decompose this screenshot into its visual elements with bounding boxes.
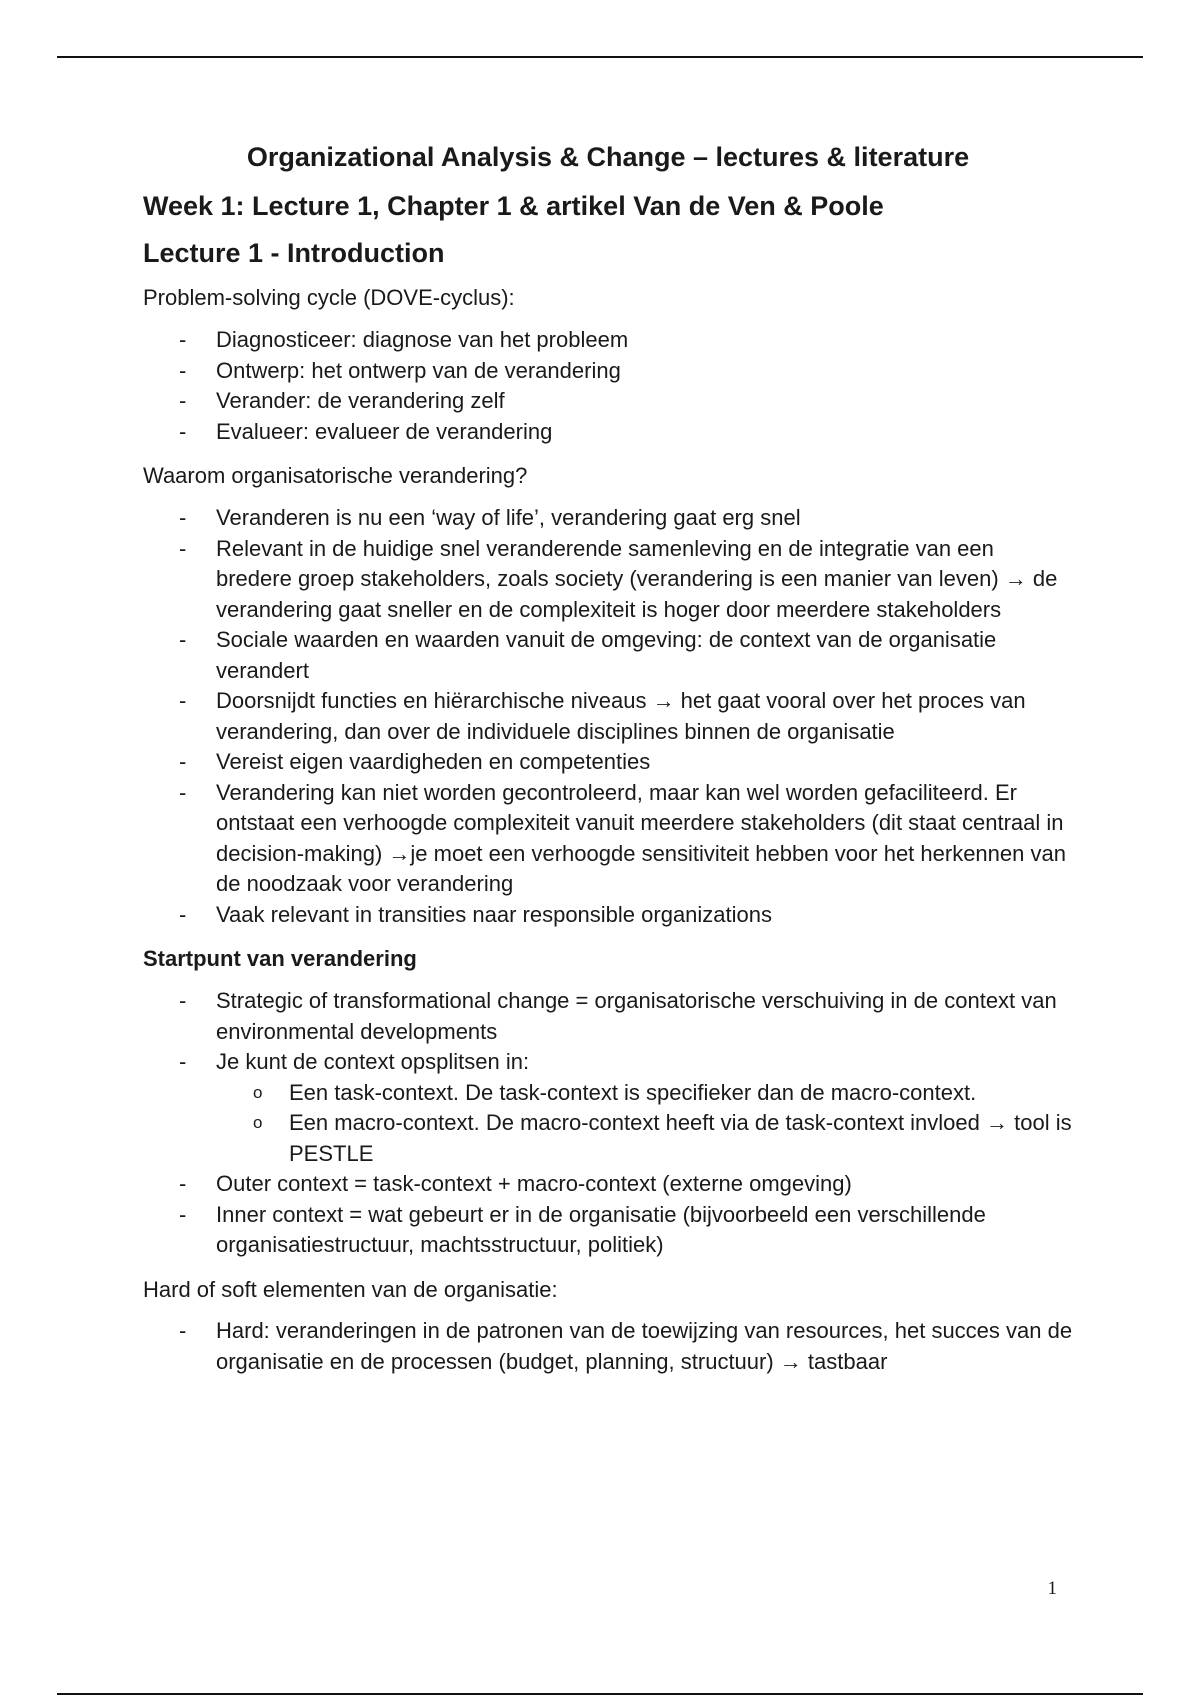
sub-list-item: o Een task-context. De task-context is specifieker dan de macro-context. (216, 1078, 1073, 1109)
list-item: - Verandering kan niet worden gecontroleerd, maar kan wel worden gefaciliteerd. Er ontstaat een verhoogde complexiteit vanuit meerdere stakeholders (dit staat centraal in decision-making) →je moet een verhoogde sensitiviteit hebben voor het herkennen van de noodzaak voor verandering (143, 778, 1073, 900)
list-item: - Verander: de verandering zelf (143, 386, 1073, 417)
why-change-intro: Waarom organisatorische verandering? (143, 463, 528, 489)
lecture-heading: Lecture 1 - Introduction (143, 238, 445, 269)
list-item: - Diagnosticeer: diagnose van het probleem (143, 325, 1073, 356)
hard-soft-intro: Hard of soft elementen van de organisatie: (143, 1276, 558, 1302)
week-heading: Week 1: Lecture 1, Chapter 1 & artikel Van de Ven & Poole (143, 191, 884, 222)
list-item: - Hard: veranderingen in de patronen van de toewijzing van resources, het succes van de organisatie en de processen (budget, planning, structuur) → tastbaar (143, 1316, 1073, 1377)
list-item: - Veranderen is nu een ‘way of life’, verandering gaat erg snel (143, 503, 1073, 534)
bottom-rule (57, 1693, 1143, 1695)
list-item-text: Je kunt de context opsplitsen in: (216, 1049, 530, 1074)
sub-list-item: o Een macro-context. De macro-context heeft via de task-context invloed → tool is PESTLE (216, 1108, 1073, 1169)
dove-cycle-list (143, 325, 1073, 447)
list-item: - Sociale waarden en waarden vanuit de omgeving: de context van de organisatie verandert (143, 625, 1073, 686)
list-item: - Relevant in de huidige snel veranderende samenleving en de integratie van een bredere groep stakeholders, zoals society (verandering is een manier van leven) → de verandering gaat sneller en de complexiteit is hoger door meerdere stakeholders (143, 534, 1073, 626)
list-item: - Evalueer: evalueer de verandering (143, 417, 1073, 448)
startpoint-list (143, 986, 1073, 1261)
page-number: 1 (1047, 1578, 1057, 1599)
context-sublist (216, 1078, 1073, 1170)
list-item (143, 1047, 1073, 1169)
hard-soft-list (143, 1316, 1073, 1377)
list-item: - Inner context = wat gebeurt er in de organisatie (bijvoorbeeld een verschillende organisatiestructuur, machtsstructuur, politiek) (143, 1200, 1073, 1261)
list-item: - Ontwerp: het ontwerp van de verandering (143, 356, 1073, 387)
dove-cycle-intro: Problem-solving cycle (DOVE-cyclus): (143, 285, 515, 311)
why-change-list (143, 503, 1073, 930)
list-item: - Doorsnijdt functies en hiërarchische niveaus → het gaat vooral over het proces van verandering, dan over de individuele disciplines binnen de organisatie (143, 686, 1073, 747)
document-title: Organizational Analysis & Change – lectures & literature (246, 142, 970, 172)
list-item: - Vereist eigen vaardigheden en competenties (143, 747, 1073, 778)
list-item: - Outer context = task-context + macro-context (externe omgeving) (143, 1169, 1073, 1200)
list-item: - Strategic of transformational change = organisatorische verschuiving in de context van environmental developments (143, 986, 1073, 1047)
startpoint-heading: Startpunt van verandering (143, 946, 417, 972)
top-rule (57, 56, 1143, 58)
list-item: - Vaak relevant in transities naar responsible organizations (143, 900, 1073, 931)
document-body (143, 140, 1073, 1391)
